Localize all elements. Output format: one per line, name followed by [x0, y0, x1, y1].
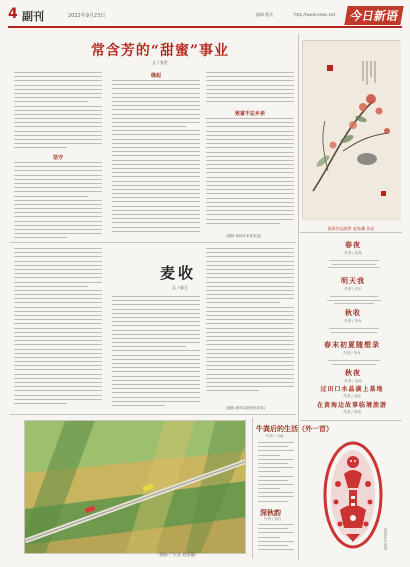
farmland-photo-art [25, 421, 246, 554]
poem-title: 在黄海边故事临境旅游 [316, 402, 387, 409]
story-body-column [206, 72, 294, 106]
poem-title: 深秋韵 [260, 508, 281, 517]
poem-author: 作者 / 李丹 [344, 319, 362, 323]
poem-author: 作者 / 金冠 [344, 379, 362, 383]
story-body-column [112, 296, 200, 412]
poem-block [318, 276, 388, 292]
story-body-column [206, 118, 294, 230]
poem-lines [322, 258, 386, 271]
story-title: 麦收 [159, 264, 196, 282]
poem-lines [322, 294, 386, 307]
subhead: 坚守 [52, 155, 63, 161]
story-body-column [14, 72, 102, 152]
poem-author: 作者 / 马涛 [266, 434, 284, 438]
poem-lines [322, 358, 386, 367]
photo-caption: （摄影 广区业 赵家骥） [156, 552, 199, 557]
story-body-column [14, 162, 102, 240]
poem-title: 秋夜 [345, 368, 361, 377]
section-name: 副刊 [22, 10, 44, 23]
poem-body [258, 442, 294, 504]
section-divider [10, 414, 296, 415]
poem-block [318, 240, 388, 256]
poem-title: 牛粪后的生活（外一首） [256, 424, 333, 433]
story-body-column [206, 248, 294, 404]
story-title: 常含芳的“甜蜜”事业 [90, 43, 230, 59]
story-author: 文 / 郝玉 [172, 285, 188, 290]
section-divider [300, 420, 402, 421]
ink-painting-art [303, 41, 401, 221]
issue-date: 2022年9月23日 [68, 13, 106, 19]
section-divider [10, 242, 296, 243]
poem-block [318, 368, 388, 384]
story-signature: (摄影:林林实施家郭家梁) [226, 406, 265, 410]
poem-lines [322, 326, 386, 335]
page-number: 4 [8, 6, 18, 22]
editor-credit: 编辑 版式 [256, 12, 274, 17]
poem-title: 明天我 [341, 276, 365, 285]
subhead: 致富不忘乡亲 [234, 111, 265, 117]
story-body-column [14, 248, 102, 412]
page-header [8, 6, 402, 28]
poem-author: 作者 / 周易 [344, 251, 362, 255]
poem-title: 春夜 [345, 240, 361, 249]
poem-title: 秋收 [345, 308, 361, 317]
poem-author: 作者 / 冯尹 [344, 287, 362, 291]
paper-cut-art-image [322, 440, 384, 550]
subhead: 缘起 [150, 73, 161, 79]
farmland-photo [24, 420, 246, 554]
poem-block [304, 340, 400, 356]
poem-author: 作者 / 李旭 [343, 410, 361, 414]
paper-cut-caption: 剪纸作品 黄海 [384, 528, 388, 551]
section-divider [300, 232, 402, 233]
brand-logo: 今日新语 [344, 6, 403, 25]
poem-author: 作者 / 金冠 [343, 394, 361, 398]
poem-title: 春末初夏随想录 [324, 340, 380, 349]
column-divider [252, 418, 253, 558]
poem-body [258, 524, 294, 554]
ink-painting [302, 40, 400, 220]
poem-author: 作者 / 李丹 [343, 351, 361, 355]
poem-block [302, 384, 402, 399]
paper-cut-art [322, 440, 384, 550]
story-signature: (摄影:林林非家郭家梁) [226, 234, 262, 238]
painting-caption: 画家作品欣赏 赵家骥 作品 [327, 226, 375, 231]
story-body-column [112, 80, 200, 240]
column-divider [298, 34, 299, 560]
poem-author: 作者 / 刘红 [264, 517, 282, 521]
poem-block [302, 400, 402, 415]
story-author: 文 / 张洪 [152, 60, 168, 65]
poem-title: 过田口水晶湖上基地 [320, 386, 384, 393]
site-url: http://www.news.net [294, 12, 336, 17]
poem-block [318, 308, 388, 324]
